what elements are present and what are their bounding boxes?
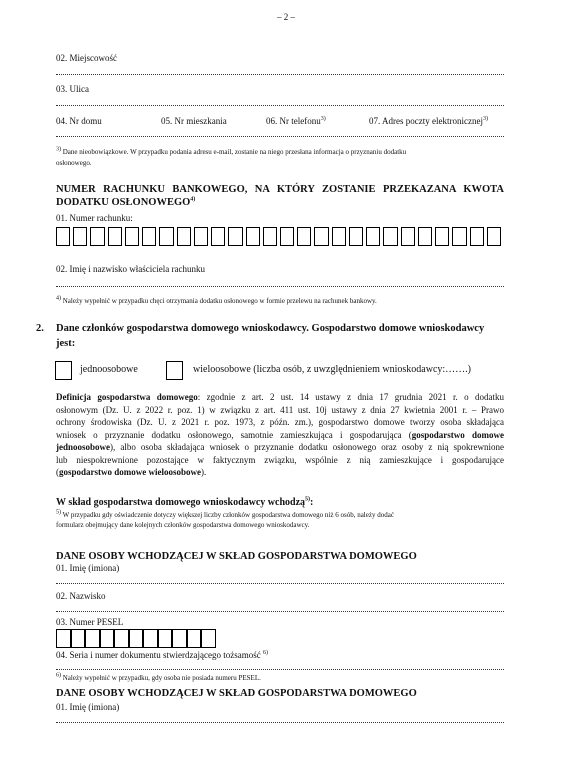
account-digit-cell[interactable] [159, 227, 173, 246]
household-definition [56, 391, 504, 479]
footnote-4: $^{4)}$ Należy wypełnić w przypadku chęci otrzymania dodatku osłonowego w formie przelewu na rachunek bankowy. [56, 295, 377, 305]
definition-line: osłonowym (Dz. U. z 2022 r. poz. 1) w związku z art. 411 ust. 10j ustawy z dnia 27 kwietnia 2001 r. – Prawo [56, 404, 504, 415]
definition-line: lub niespokrewnione pozostające w faktycznym związku, wspólnie z nią zamieszkujące i gospodarujące [56, 454, 504, 465]
field-ulica[interactable] [56, 105, 504, 106]
label-person1-dokument: 04. Seria i numer dokumentu stwierdzającego tożsamość $^{6)}$ [56, 650, 268, 660]
account-digit-cell[interactable] [487, 227, 501, 246]
account-digit-cell[interactable] [435, 227, 449, 246]
account-digit-cell[interactable] [142, 227, 156, 246]
definition-line: jednoosobowe), albo osoba składająca wniosek o przyznanie dodatku osłonowego oraz osoby z nią spokrewnione [56, 442, 504, 452]
account-digit-cell[interactable] [314, 227, 328, 246]
field-miejscowosc[interactable] [56, 74, 504, 75]
account-digit-cell[interactable] [280, 227, 294, 246]
pesel-digit-cell[interactable] [158, 629, 173, 648]
bank-heading-line1: NUMER RACHUNKU BANKOWEGO, NA KTÓRY ZOSTANIE PRZEKAZANA KWOTA [56, 184, 504, 195]
account-digit-cell[interactable] [56, 227, 70, 246]
account-digit-cell[interactable] [125, 227, 139, 246]
account-digit-cell[interactable] [108, 227, 122, 246]
definition-line: (gospodarstwo domowe wieloosobowe). [56, 467, 207, 477]
account-digit-cell[interactable] [452, 227, 466, 246]
account-digit-cell[interactable] [263, 227, 277, 246]
footnote-3-line1: $^{3)}$ Dane nieobowiązkowe. W przypadku podania adresu e-mail, zostanie na niego przesłana informacja o przyznaniu dodatku [56, 146, 407, 156]
footnote-5-line2: formularz obejmujący dane kolejnych członków gospodarstwa domowego wnioskodawcy. [56, 521, 310, 529]
account-digit-cell[interactable] [401, 227, 415, 246]
person1-pesel-cells[interactable] [56, 629, 216, 648]
label-person1-pesel: 03. Numer PESEL [56, 617, 124, 627]
bank-heading-line2: DODATKU OSŁONOWEGO$^{4)}$ [56, 196, 196, 208]
checkbox-multi-person[interactable] [166, 361, 183, 380]
field-person2-imie[interactable] [56, 722, 504, 723]
pesel-digit-cell[interactable] [187, 629, 202, 648]
label-email: 07. Adres poczty elektronicznej$^{3)}$ [369, 116, 488, 126]
household-heading-line1: Dane członków gospodarstwa domowego wnioskodawcy. Gospodarstwo domowe wnioskodawcy [56, 323, 485, 334]
footnote-3-line2: osłonowego. [56, 159, 92, 167]
field-person1-imie[interactable] [56, 583, 504, 584]
account-digit-cell[interactable] [418, 227, 432, 246]
pesel-digit-cell[interactable] [143, 629, 158, 648]
label-miejscowosc: 02. Miejscowość [56, 53, 117, 63]
account-digit-cell[interactable] [470, 227, 484, 246]
definition-line: Definicja gospodarstwa domowego: zgodnie z art. 2 ust. 14 ustawy z dnia 17 grudnia 2021 r. o dodatku [56, 392, 504, 402]
label-person1-imie: 01. Imię (imiona) [56, 563, 120, 573]
footnote-6: $^{6)}$ Należy wypełnić w przypadku, gdy osoba nie posiada numeru PESEL. [56, 672, 261, 682]
account-digit-cell[interactable] [246, 227, 260, 246]
account-number-cells[interactable] [56, 227, 504, 246]
definition-line: wniosek o przyznanie dodatku osłonowego, samotnie zamieszkująca i gospodarująca (gospodarstwo domowe [56, 429, 504, 440]
pesel-digit-cell[interactable] [71, 629, 86, 648]
account-digit-cell[interactable] [194, 227, 208, 246]
pesel-digit-cell[interactable] [56, 629, 71, 648]
field-person1-nazwisko[interactable] [56, 611, 504, 612]
field-address-numbers[interactable] [56, 136, 504, 137]
account-digit-cell[interactable] [349, 227, 363, 246]
account-digit-cell[interactable] [228, 227, 242, 246]
field-person1-dokument[interactable] [56, 669, 504, 670]
label-person2-imie: 01. Imię (imiona) [56, 702, 120, 712]
account-digit-cell[interactable] [177, 227, 191, 246]
members-heading: W skład gospodarstwa domowego wnioskodawcy wchodzą$^{5)}$: [56, 496, 314, 508]
pesel-digit-cell[interactable] [129, 629, 144, 648]
account-digit-cell[interactable] [383, 227, 397, 246]
person2-heading: DANE OSOBY WCHODZĄCEJ W SKŁAD GOSPODARSTWA DOMOWEGO [56, 688, 417, 699]
pesel-digit-cell[interactable] [100, 629, 115, 648]
field-account-owner[interactable] [56, 286, 504, 287]
footnote-5-line1: $^{5)}$ W przypadku gdy oświadczenie dotyczy większej liczby członków gospodarstwa domowego niż 6 osób, należy dodać [56, 509, 394, 519]
pesel-digit-cell[interactable] [201, 629, 216, 648]
account-digit-cell[interactable] [73, 227, 87, 246]
definition-line: ochrony środowiska (Dz. U. z 2021 r. poz. 1973, z późn. zm.), gospodarstwo domowe tworzy osoba składająca [56, 417, 504, 427]
section-number: 2. [36, 323, 44, 334]
label-multi-person: wieloosobowe (liczba osób, z uwzględnieniem wnioskodawcy:…….) [193, 364, 471, 375]
person1-heading: DANE OSOBY WCHODZĄCEJ W SKŁAD GOSPODARSTWA DOMOWEGO [56, 551, 417, 562]
checkbox-single-person[interactable] [55, 361, 72, 380]
account-digit-cell[interactable] [366, 227, 380, 246]
label-account-number: 01. Numer rachunku: [56, 213, 133, 223]
pesel-digit-cell[interactable] [172, 629, 187, 648]
account-digit-cell[interactable] [332, 227, 346, 246]
label-ulica: 03. Ulica [56, 84, 89, 94]
label-nr-telefonu: 06. Nr telefonu$^{3)}$ [266, 116, 326, 126]
label-nr-mieszkania: 05. Nr mieszkania [161, 116, 227, 126]
label-single-person: jednoosobowe [80, 364, 138, 375]
account-digit-cell[interactable] [90, 227, 104, 246]
page-number: – 2 – [277, 12, 295, 22]
account-digit-cell[interactable] [297, 227, 311, 246]
label-person1-nazwisko: 02. Nazwisko [56, 591, 106, 601]
label-account-owner: 02. Imię i nazwisko właściciela rachunku [56, 264, 205, 274]
label-nr-domu: 04. Nr domu [56, 116, 102, 126]
pesel-digit-cell[interactable] [85, 629, 100, 648]
pesel-digit-cell[interactable] [114, 629, 129, 648]
account-digit-cell[interactable] [211, 227, 225, 246]
household-heading-line2: jest: [56, 338, 76, 349]
